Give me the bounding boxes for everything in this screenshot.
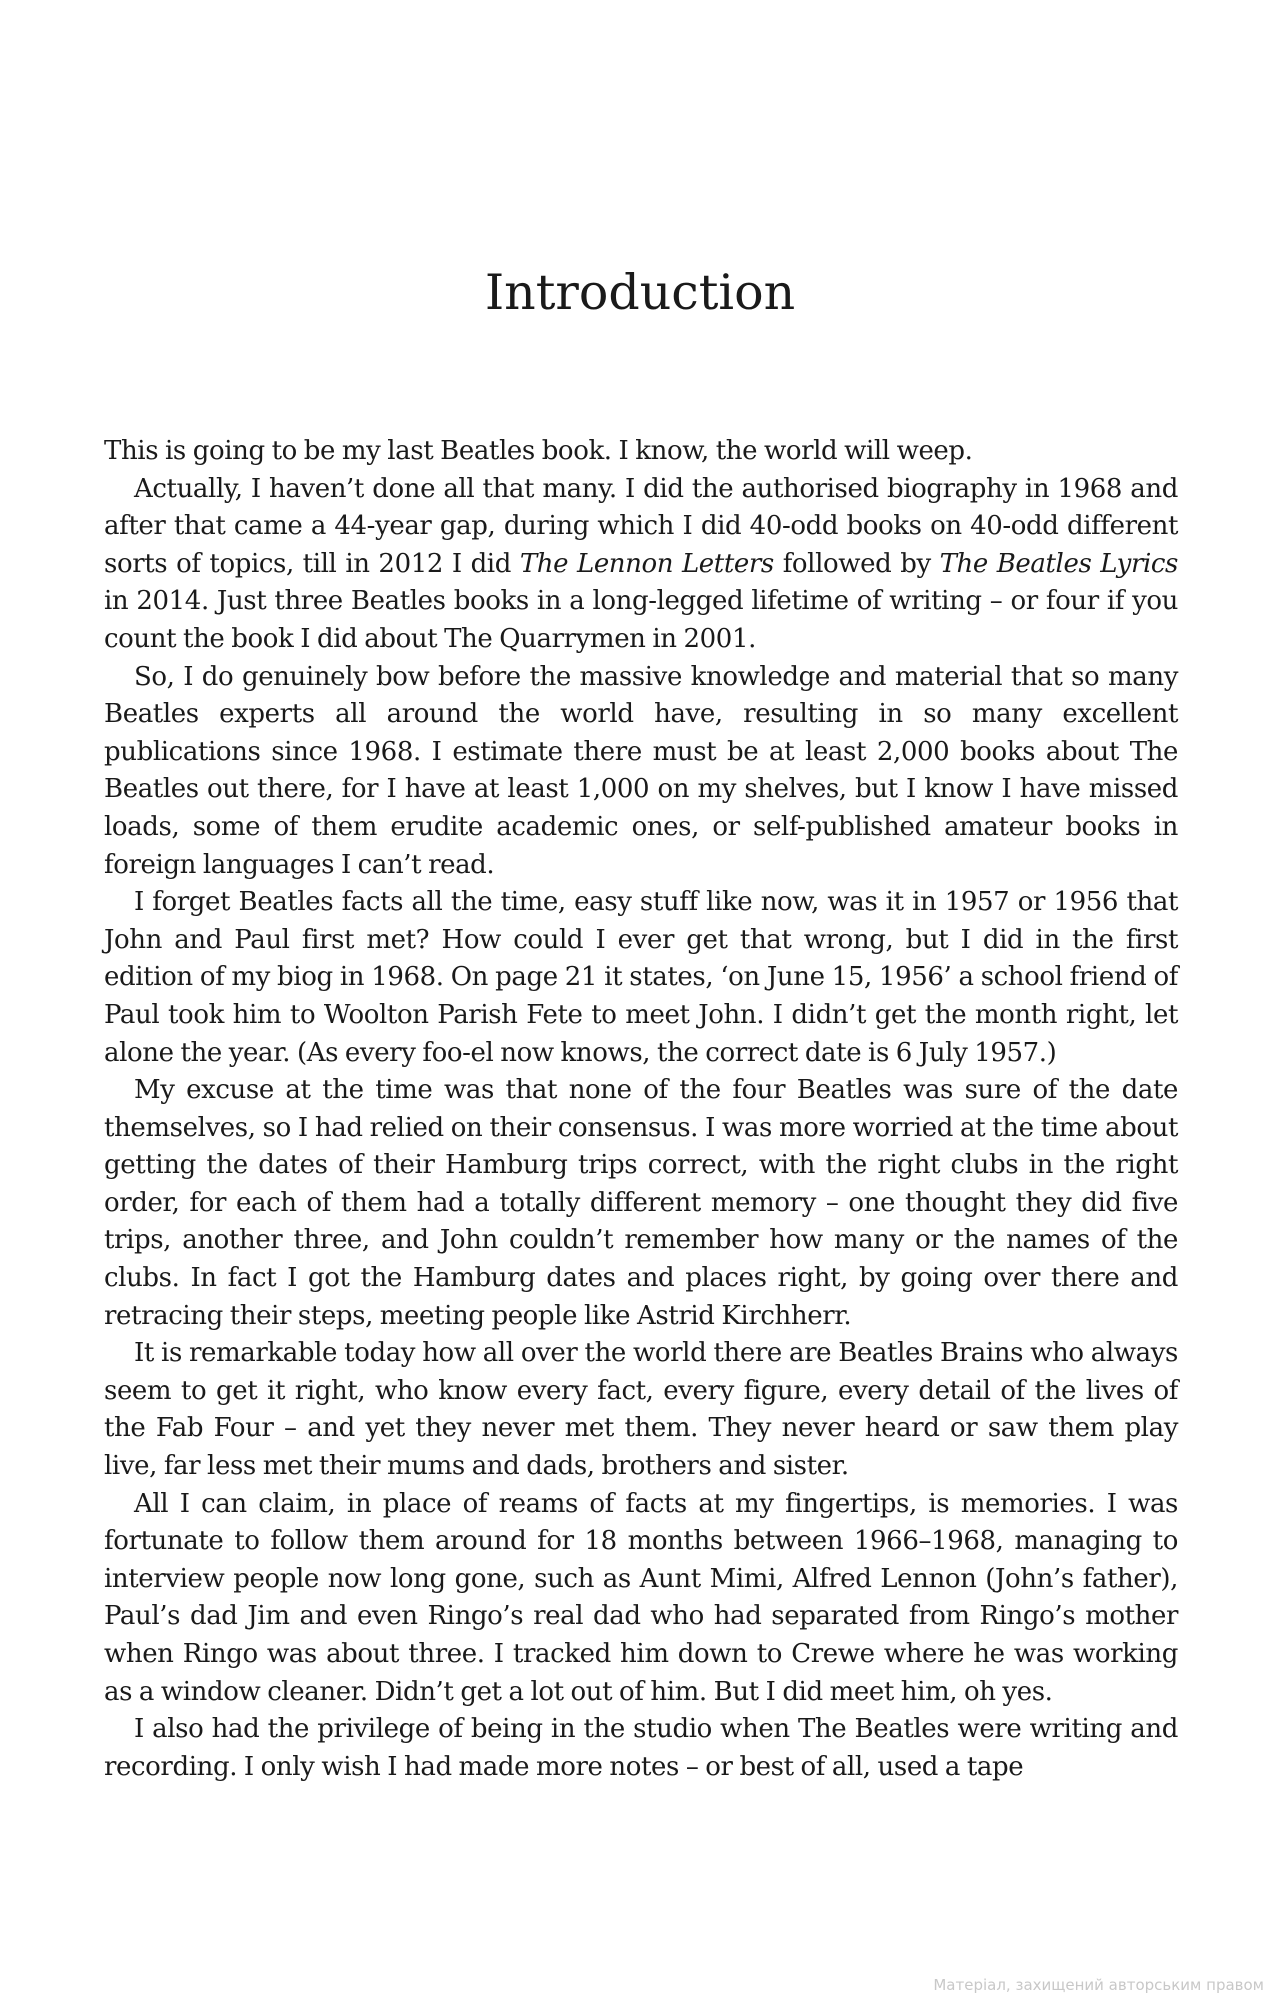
paragraph xyxy=(104,659,1178,885)
paragraph xyxy=(104,1335,1178,1485)
body-text xyxy=(104,433,1178,1786)
paragraph xyxy=(104,433,1178,471)
copyright-watermark: Матеріал, захищений авторським правом xyxy=(933,1976,1264,1994)
page-title: Introduction xyxy=(484,264,796,321)
paragraph-text: My excuse at the time was that none of the four Beatles was sure of the date themselves, so I had relied on their consensus. I was more worried at the time about getting the dates of their Hamburg trips correct, with the right clubs in the right order, for each of them had a totally different memory – one thought they did five trips, another three, and John couldn’t remember how many or the names of the clubs. In fact I got the Hamburg dates and places right, by going over there and retracing their steps, meeting people like Astrid Kirchherr. xyxy=(104,1075,1178,1331)
paragraph xyxy=(104,1072,1178,1335)
paragraph-text: I also had the privilege of being in the studio when The Beatles were writing and recording. I only wish I had made more notes – or best of all, used a tape xyxy=(104,1714,1178,1782)
paragraph-text: Actually, I haven’t done all that many. I did the authorised biography in 1968 and after that came a 44-year gap, during which I did 40-odd books on 40-odd different sorts of topics, till in 2012 I did xyxy=(104,473,1178,579)
paragraph xyxy=(104,1486,1178,1712)
paragraph-text: in 2014. Just three Beatles books in a long-legged lifetime of writing – or four if you count the book I did about The Quarrymen in 2001. xyxy=(104,586,1178,654)
book-title-italic: The Lennon Letters xyxy=(519,548,774,579)
paragraph-text: followed by xyxy=(773,548,940,579)
paragraph-text: It is remarkable today how all over the world there are Beatles Brains who always seem to get it right, who know every fact, every figure, every detail of the lives of the Fab Four – and yet they never met them. They never heard or saw them play live, far less met their mums and dads, brothers and sister. xyxy=(104,1338,1178,1482)
paragraph-text: This is going to be my last Beatles book. I know, the world will weep. xyxy=(104,436,973,466)
paragraph-text: So, I do genuinely bow before the massive knowledge and material that so many Beatles experts all around the world have, resulting in so many excellent publications since 1968. I estimate there must be at least 2,000 books about The Beatles out there, for I have at least 1,000 on my shelves, but I know I have missed loads, some of them erudite academic ones, or self-published amateur books in foreign languages I can’t read. xyxy=(104,661,1178,880)
paragraph-text: All I can claim, in place of reams of facts at my fingertips, is memories. I was fortunate to follow them around for 18 months between 1966–1968, managing to interview people now long gone, such as Aunt Mimi, Alfred Lennon (John’s father), Paul’s dad Jim and even Ringo’s real dad who had separated from Ringo’s mother when Ringo was about three. I tracked him down to Crewe where he was working as a window cleaner. Didn’t get a lot out of him. But I did meet him, oh yes. xyxy=(104,1488,1178,1707)
paragraph-text: I forget Beatles facts all the time, easy stuff like now, was it in 1957 or 1956 that John and Paul first met? How could I ever get that wrong, but I did in the first edition of my biog in 1968. On page 21 it states, ‘on June 15, 1956’ a school friend of Paul took him to Woolton Parish Fete to meet John. I didn’t get the month right, let alone the year. (As every foo-el now knows, the correct date is 6 July 1957.) xyxy=(104,887,1178,1068)
paragraph xyxy=(104,1711,1178,1786)
paragraph xyxy=(104,884,1178,1072)
book-title-italic: The Beatles Lyrics xyxy=(939,548,1179,579)
paragraph xyxy=(104,471,1178,659)
